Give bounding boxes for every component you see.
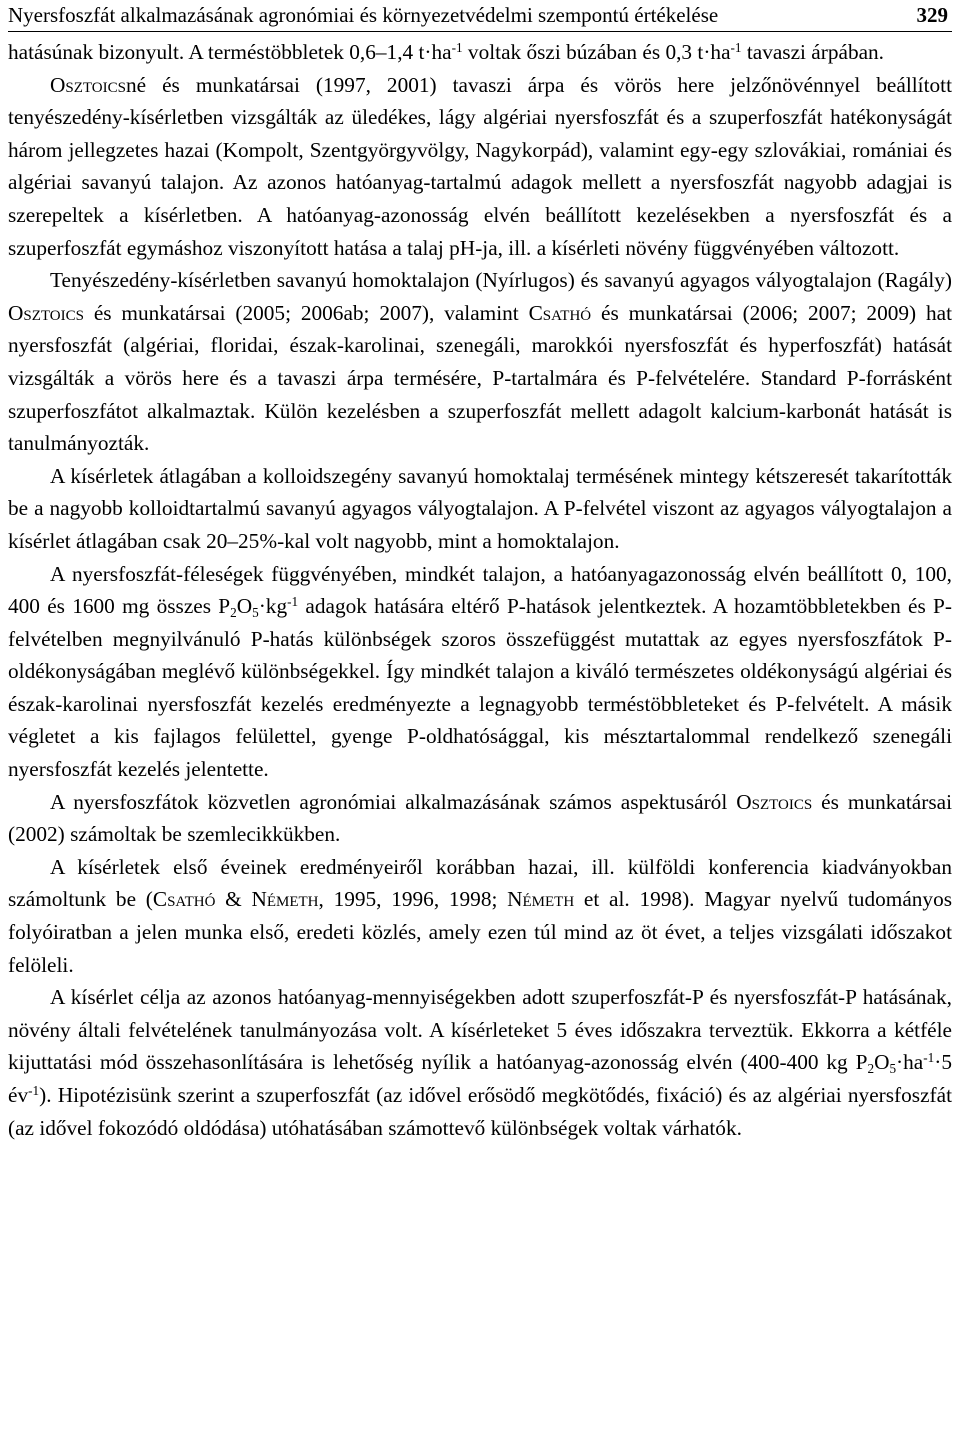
text-run: O xyxy=(236,594,253,619)
superscript: -1 xyxy=(451,39,463,55)
text-run: tavaszi árpában. xyxy=(741,40,885,64)
author-name: Osztoics xyxy=(8,300,84,325)
author-name: Csathó xyxy=(152,887,216,912)
text-run: és munkatársai (2002) számoltak be szemlecikkükben. xyxy=(8,789,952,847)
superscript: -1 xyxy=(287,593,299,609)
text-run: , 1995, 1996, 1998; xyxy=(318,887,508,912)
text-run: O xyxy=(874,1050,890,1075)
page xyxy=(8,0,952,1144)
body-text xyxy=(8,36,952,1144)
paragraph xyxy=(8,460,952,558)
text-run: ·ha xyxy=(896,1050,924,1075)
paragraph xyxy=(8,851,952,981)
superscript: -1 xyxy=(28,1082,40,1098)
text-run: Tenyészedény-kísérletben savanyú homoktalajon (Nyírlugos) és savanyú agyagos vályogtalajon (Ragály) xyxy=(50,268,952,293)
author-name: Osztoics xyxy=(736,789,813,814)
author-name: Osztoics xyxy=(50,72,126,97)
subscript: 2 xyxy=(230,605,237,621)
page-number: 329 xyxy=(916,3,948,27)
author-name: Németh xyxy=(251,887,319,912)
text-run: né és munkatársai (1997, 2001) tavaszi árpa és vörös here jelzőnövénnyel beállított tenyészedény-kísérletben vizsgálták az üledékes, lágy algériai nyersfoszfát és a szuperfoszfát hatékonyságát három jellegzetes hazai (Kompolt, Szentgyörgyvölgy, Nagykorpád), valamint egy-egy szlovákiai, romániai és algériai savanyú talajon. Az azonos hatóanyag-tartalmú adagok mellett a nyersfoszfát nagyobb adagjai is szerepeltek a kísérletben. A hatóanyag-azonosság elvén beállított kezelésekben a nyersfoszfát és a szuperfoszfát egymáshoz viszonyított hatása a talaj pH-ja, ill. a kísérleti növény függvényében változott. xyxy=(8,72,952,260)
text-run: A kísérlet célja az azonos hatóanyag-mennyiségekben adott szuperfoszfát-P és nyersfoszfát-P hatásának, növény általi felvételének tanulmányozása volt. A kísérleteket 5 éves időszakra terveztük. Ekkorra a kétféle kijuttatási mód összehasonlítására is lehetőség nyílik a hatóanyag-azonosság elvén (400-400 kg P xyxy=(8,985,952,1075)
paragraph xyxy=(8,786,952,851)
paragraph xyxy=(8,264,952,460)
running-header xyxy=(8,0,952,32)
paragraph xyxy=(8,558,952,786)
author-name: Csathó xyxy=(528,300,592,325)
text-run: és munkatársai (2005; 2006ab; 2007), valamint xyxy=(83,300,529,325)
superscript: -1 xyxy=(923,1050,935,1066)
text-run: et al. 1998). Magyar nyelvű tudományos folyóiratban a jelen munka első, eredeti közlés, amely ezen túl mind az öt évet, a teljes vizsgálati időszakot felöleli. xyxy=(8,887,953,977)
text-run: ). Hipotézisünk szerint a szuperfoszfát (az idővel erősödő megkötődés, fixáció) és az algériai nyersfoszfát (az idővel fokozódó oldódása) utóhatásában számottevő különbségek voltak várhatók. xyxy=(8,1083,952,1140)
paragraph xyxy=(8,981,952,1144)
text-run: A kísérletek első éveinek eredményeiről korábban hazai, ill. külföldi konferencia kiadványokban számoltunk be ( xyxy=(8,854,952,912)
text-run: voltak őszi búzában és 0,3 t·ha xyxy=(462,40,731,64)
text-run: A nyersfoszfátok közvetlen agronómiai alkalmazásának számos aspektusáról xyxy=(50,789,737,814)
text-run: & xyxy=(215,887,252,912)
subscript: 2 xyxy=(867,1061,875,1077)
text-run: ·5 év xyxy=(8,1050,952,1107)
text-run: ·kg xyxy=(258,594,288,619)
author-name: Németh xyxy=(507,887,575,912)
paragraph xyxy=(8,69,952,265)
subscript: 5 xyxy=(889,1061,897,1077)
text-run: és munkatársai (2006; 2007; 2009) hat nyersfoszfát (algériai, floridai, észak-karolinai, szenegáli, marokkói nyersfoszfát és hyperfoszfát) hatását vizsgálták a vörös here és a tavaszi árpa termésére, P-tartalmára és P-felvételére. Standard P-forrásként szuperfoszfátot alkalmaztak. Külön kezelésben a szuperfoszfát mellett adagolt kalcium-karbonát hatását is tanulmányozták. xyxy=(8,300,952,456)
superscript: -1 xyxy=(730,39,742,55)
text-run: adagok hatására eltérő P-hatások jelentkeztek. A hozamtöbbletekben és P-felvételben megnyilvánuló P-hatás különbségek szoros összefüggést mutattak az egyes nyersfoszfátok P-oldékonyságában meglévő különbségekkel. Így mindkét talajon a kiváló természetes oldékonyságú algériai és észak-karolinai nyersfoszfát kezelés eredményezte a legnagyobb terméstöbbleteket és P-felvételt. A másik végletet a kis fajlagos felülettel, gyenge P-oldhatósággal, kis mésztartalommal rendelkező szenegáli nyersfoszfát kezelés jelentette. xyxy=(8,594,952,782)
text-run: A nyersfoszfát-féleségek függvényében, mindkét talajon, a hatóanyagazonosság elvén beállított 0, 100, 400 és 1600 mg összes P xyxy=(8,561,952,619)
subscript: 5 xyxy=(252,605,259,621)
paragraph xyxy=(8,36,952,69)
text-run: hatásúnak bizonyult. A terméstöbbletek 0,6–1,4 t·ha xyxy=(8,40,452,64)
text-run: A kísérletek átlagában a kolloidszegény savanyú homoktalaj termésének mintegy kétszeresét takarították be a nagyobb kolloidtartalmú savanyú agyagos vályogtalajon. A P-felvétel viszont az agyagos vályogtalajon a kísérlet átlagában csak 20–25%-kal volt nagyobb, mint a homoktalajon. xyxy=(8,463,952,553)
running-title: Nyersfoszfát alkalmazásának agronómiai és környezetvédelmi szempontú értékelése xyxy=(8,3,719,27)
